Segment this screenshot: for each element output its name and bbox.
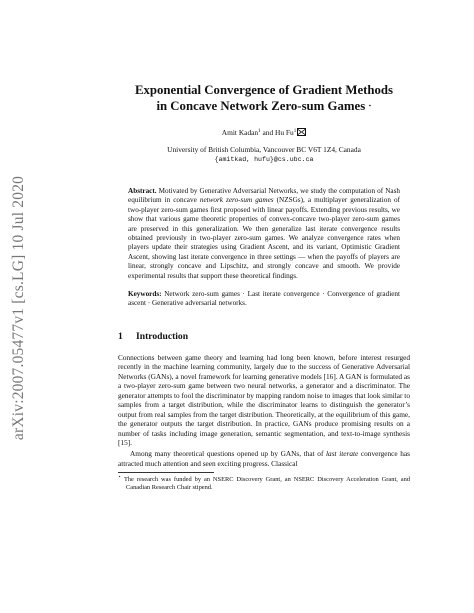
- intro-paragraph-2-part-2: convergence has attracted much attention and seen exciting progress. Classical: [118, 449, 411, 468]
- intro-paragraph-2-emphasis: last iterate: [326, 449, 359, 459]
- author-2-affil-mark: 1: [293, 129, 297, 134]
- arxiv-identifier-stamp: [4, 158, 34, 458]
- section-number: 1: [118, 330, 123, 342]
- keywords-label: Keywords:: [128, 290, 162, 299]
- funding-footnote: [118, 476, 410, 492]
- abstract-text-part-2: (NZSGs), a multiplayer generalization of two-player zero-sum games first proposed with linear payoffs. Extending previous results, we show that various game theoretic properties of convex-concave two-player zero-sum games are preserved in this generalization. We then generalize last iterate convergence results obtained previously in two-player zero-sum games. We analyze convergence rates when players update their strategies using Gradient Ascent, and its variant, Optimistic Gradient Ascent, showing last iterate convergence in three settings — when the payoffs of players are linear, strongly concave and Lipschitz, and strongly concave and smooth. We provide experimental results that support these theoretical findings.: [128, 196, 401, 280]
- abstract-label: Abstract.: [128, 187, 157, 195]
- arxiv-identifier-text: arXiv:2007.05477v1 [cs.LG] 10 Jul 2020: [10, 175, 27, 441]
- paper-title: [118, 82, 410, 114]
- affiliation-block: [118, 145, 410, 164]
- footnote-text: The research was funded by an NSERC Discovery Grant, an NSERC Discovery Acceleration Grant, and Canadian Research Chair stipend.: [121, 476, 410, 492]
- envelope-icon: [297, 128, 306, 136]
- affiliation-text: University of British Columbia, Vancouver BC V6T 1Z4, Canada: [167, 145, 361, 154]
- author-1-name: Amit Kadan: [221, 128, 259, 137]
- title-line-2: in Concave Network Zero-sum Games ⋆: [156, 99, 372, 113]
- author-1-affil-mark: 1: [258, 129, 261, 134]
- footnote-divider: [118, 472, 214, 473]
- keywords: [128, 290, 400, 309]
- intro-paragraph-2: [118, 449, 410, 468]
- abstract-text-part-1: Motivated by Generative Adversarial Networks, we study the computation of Nash equilibrium in concave: [128, 187, 400, 205]
- abstract: [128, 187, 400, 281]
- abstract-emphasis: network zero-sum games: [199, 196, 274, 205]
- title-line-1: Exponential Convergence of Gradient Methods: [134, 83, 394, 97]
- section-heading-introduction: [118, 331, 410, 342]
- title-footnote-mark: ⋆: [368, 104, 372, 109]
- author-list: [118, 128, 410, 137]
- intro-paragraph-2-part-1: Among many theoretical questions opened up by GANs, that of: [130, 449, 327, 459]
- keywords-text: Network zero-sum games · Last iterate convergence · Convergence of gradient ascent · Generative adversarial networks.: [128, 290, 400, 308]
- author-conjunction: and: [262, 128, 274, 137]
- footnote-mark: ⋆: [118, 475, 122, 481]
- author-2-name: Hu Fu: [275, 128, 294, 137]
- paper-content: [118, 82, 410, 492]
- section-title: Introduction: [136, 330, 189, 342]
- author-email: {amitkad, hufu}@cs.ubc.ca: [214, 155, 314, 163]
- intro-paragraph-1: Connections between game theory and learning had long been known, before interest resurged recently in the machine learning community, largely due to the success of Generative Adversarial Networks (GANs), a novel framework for learning generative models [16]. A GAN is formulated as a two-player zero-sum game between two neural networks, a generator and a discriminator. The generator attempts to fool the discriminator by mapping random noise to images that look similar to samples from a target distribution, while the discriminator learns to distinguish the generator’s output from real samples from the target distribution. Theoretically, at the equilibrium of this game, the generator outputs the target distribution. In practice, GANs produce promising results on a number of tasks including image generation, semantic segmentation, and text-to-image synthesis [15].: [118, 352, 410, 447]
